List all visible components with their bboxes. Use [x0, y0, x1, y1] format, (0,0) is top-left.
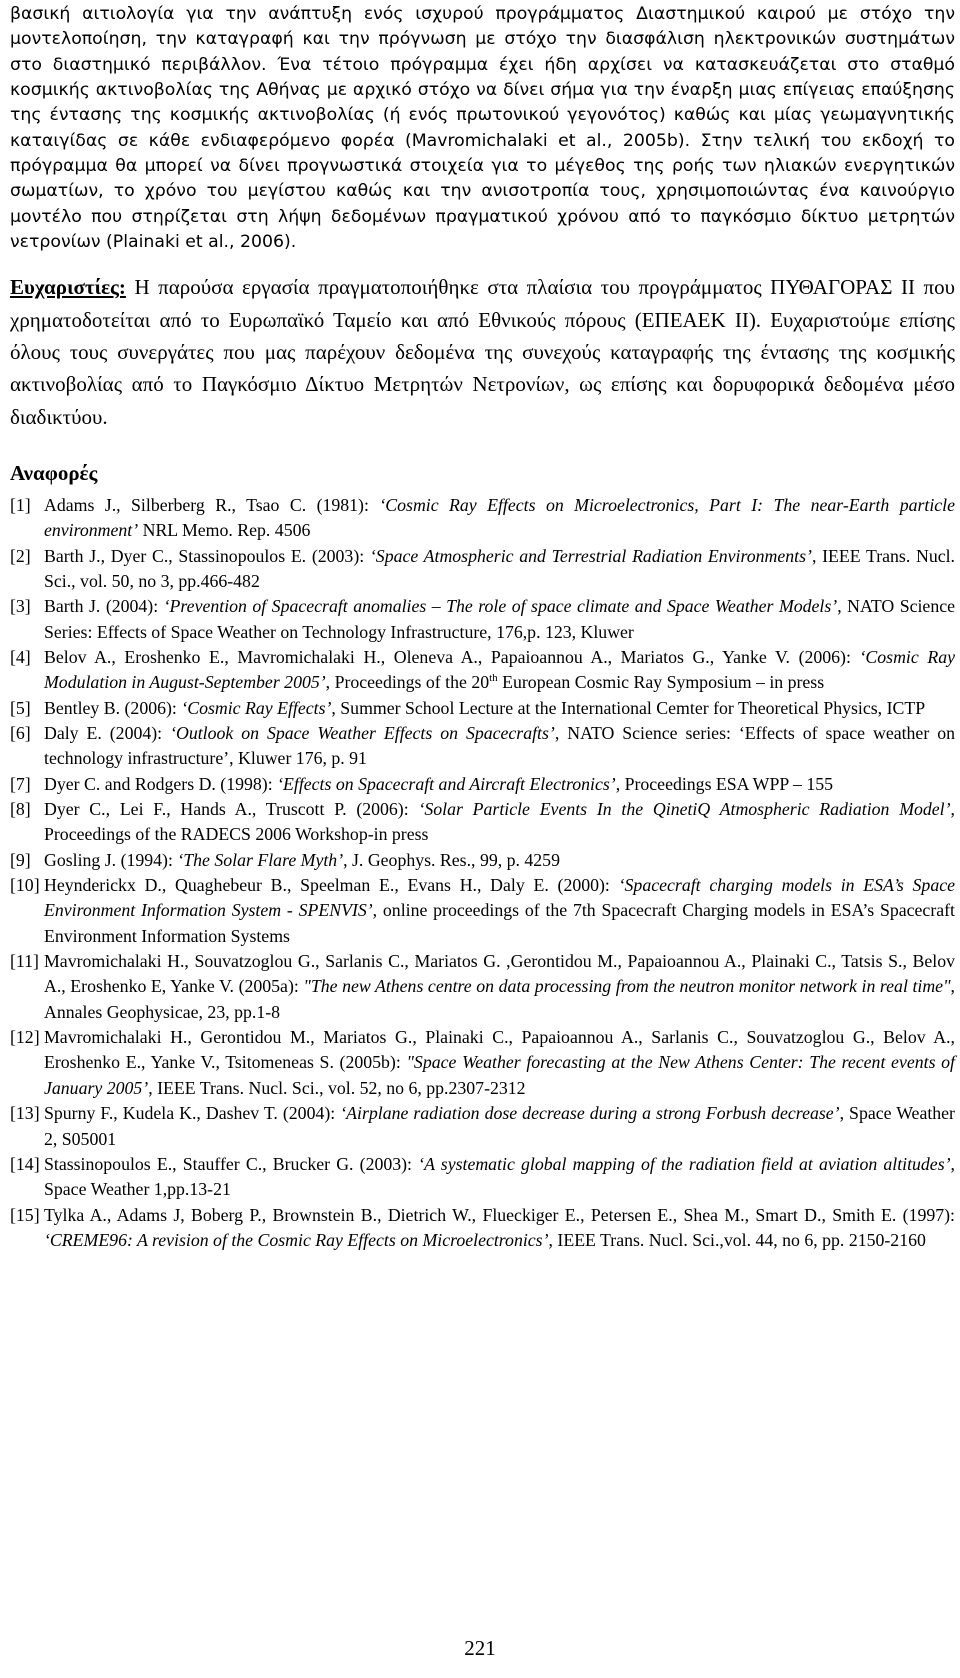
- reference-text: [44, 1101, 955, 1152]
- reference-title: ‘Cosmic Ray Modulation in August-September 2005’: [44, 646, 955, 693]
- reference-number: [14]: [10, 1153, 40, 1174]
- reference-authors: Mavromichalaki H., Souvatzoglou G., Sarlanis C., Mariatos G. ,Gerontidou M., Papaioannou A., Plainaki C., Tatsis S., Belov A., Eroshenko E, Yanke V. (2005a):: [44, 951, 955, 997]
- reference-item: [10, 645, 955, 696]
- reference-authors: Belov A., Eroshenko E., Mavromichalaki H., Oleneva A., Papaioannou A., Mariatos G., Yanke V. (2006):: [44, 646, 860, 667]
- references-list: [10, 493, 955, 1253]
- reference-number: [3]: [10, 596, 31, 617]
- reference-title: ‘Prevention of Spacecraft anomalies – The role of space climate and Space Weather Models’: [163, 596, 838, 617]
- reference-item: [10, 1025, 955, 1101]
- reference-superscript: th: [489, 672, 498, 685]
- document-page: [10, 0, 955, 1253]
- reference-item: [10, 544, 955, 595]
- reference-item: [10, 696, 955, 721]
- reference-number: [2]: [10, 545, 31, 566]
- reference-text: [44, 848, 955, 873]
- reference-title: ‘Spacecraft charging models in ESA’s Space Environment Information System - SPENVIS’: [44, 875, 955, 921]
- acknowledgements-paragraph: [10, 271, 955, 432]
- reference-title: ‘The Solar Flare Myth’: [177, 849, 344, 870]
- reference-title: ‘A systematic global mapping of the radiation field at aviation altitudes’: [418, 1153, 951, 1174]
- reference-text: [44, 1203, 955, 1254]
- reference-text: [44, 594, 955, 645]
- reference-source: , Summer School Lecture at the International Cemter for Theoretical Physics, ICTP: [331, 697, 926, 718]
- reference-authors: Daly E. (2004):: [44, 723, 171, 744]
- intro-paragraph: βασική αιτιολογία για την ανάπτυξη ενός ισχυρού προγράμματος Διαστημικού καιρού με στόχο την μοντελοποίηση, την καταγραφή και την πρόγνωση με στόχο την διασφάλιση ηλεκτρονικών συστημάτων στο διαστημικό περιβάλλον. Ένα τέτοιο πρόγραμμα έχει ήδη αρχίσει να κατασκευάζεται στο σταθμό κοσμικής ακτινοβολίας της Αθήνας με αρχικό στόχο να δίνει σήμα για την έναρξη μιας επίγειας επαύξησης της έντασης της κοσμικής ακτινοβολίας (ή ενός πρωτονικού γεγονότος) καθώς και μίας γεωμαγνητικής καταιγίδας σε κάθε ενδιαφερόμενο φορέα (Mavromichalaki et al., 2005b). Στην τελική του εκδοχή το πρόγραμμα θα μπορεί να δίνει προγνωστικά στοιχεία για το μέγεθος της ροής των ηλιακών ενεργητικών σωματίων, το χρόνο του μεγίστου καθώς και την ανισοτροπία τους, χρησιμοποιώντας ένα καινούργιο μοντέλο που στηρίζεται στη λήψη δεδομένων πραγματικού χρόνου από το παγκόσμιο δίκτυο μετρητών νετρονίων (Plainaki et al., 2006).: [10, 4, 955, 253]
- reference-source: , IEEE Trans. Nucl. Sci.,vol. 44, no 6, pp. 2150-2160: [548, 1229, 926, 1250]
- reference-authors: Spurny F., Kudela K., Dashev T. (2004):: [44, 1103, 341, 1124]
- reference-item: [10, 721, 955, 772]
- references-heading: Αναφορές: [10, 460, 98, 485]
- reference-source: , NATO Science series: ‘Effects of space weather on technology infrastructure’, Kluwer 176, p. 91: [44, 723, 955, 769]
- reference-authors: Barth J., Dyer C., Stassinopoulos E. (2003):: [44, 545, 370, 566]
- reference-text: [44, 873, 955, 949]
- reference-source: , Proceedings of the 20: [325, 672, 490, 693]
- reference-title: ‘Space Atmospheric and Terrestrial Radiation Environments’: [369, 545, 812, 566]
- reference-source: , Annales Geophysicae, 23, pp.1-8: [44, 976, 955, 1022]
- reference-number: [13]: [10, 1103, 40, 1124]
- reference-authors: Bentley B. (2006):: [44, 697, 182, 718]
- reference-source: , Space Weather 2, S05001: [44, 1103, 955, 1149]
- reference-text: [44, 721, 955, 772]
- reference-item: [10, 873, 955, 949]
- reference-number: [12]: [10, 1027, 40, 1048]
- reference-text: [44, 1025, 955, 1101]
- reference-text: [44, 696, 955, 721]
- reference-title: "The new Athens centre on data processing from the neutron monitor network in real time": [303, 976, 951, 997]
- reference-number: [10]: [10, 875, 40, 896]
- reference-title: ‘Outlook on Space Weather Effects on Spacecrafts’: [170, 723, 555, 744]
- reference-number: [6]: [10, 723, 31, 744]
- reference-item: [10, 949, 955, 1025]
- reference-title: "Space Weather forecasting at the New Athens Center: The recent events of January 2005’: [44, 1052, 955, 1098]
- reference-title: ‘Effects on Spacecraft and Aircraft Electronics’: [277, 773, 616, 794]
- reference-authors: Tylka A., Adams J, Boberg P., Brownstein B., Dietrich W., Flueckiger E., Petersen E., Shea M., Smart D., Smith E. (1997):: [44, 1204, 955, 1225]
- reference-item: [10, 797, 955, 848]
- reference-number: [9]: [10, 849, 31, 870]
- reference-number: [1]: [10, 494, 31, 515]
- reference-authors: Dyer C. and Rodgers D. (1998):: [44, 773, 278, 794]
- reference-number: [7]: [10, 773, 31, 794]
- reference-number: [15]: [10, 1204, 40, 1225]
- reference-title: ‘Solar Particle Events In the QinetiQ Atmospheric Radiation Model’: [418, 799, 951, 820]
- acknowledgements-heading: Ευχαριστίες:: [10, 275, 126, 300]
- reference-text: [44, 493, 955, 544]
- reference-text: [44, 797, 955, 848]
- reference-authors: Mavromichalaki H., Gerontidou M., Mariatos G., Plainaki C., Papaioannou A., Sarlanis C., Souvatzoglou G., Belov A., Eroshenko E., Yanke V., Tsitomeneas S. (2005b):: [44, 1027, 955, 1073]
- reference-text: [44, 1152, 955, 1203]
- reference-title: ‘Airplane radiation dose decrease during a strong Forbush decrease’: [340, 1103, 840, 1124]
- page-number: 221: [464, 1636, 496, 1660]
- reference-authors: Adams J., Silberberg R., Tsao C. (1981):: [44, 494, 380, 515]
- reference-title: ‘CREME96: A revision of the Cosmic Ray Effects on Microelectronics’: [44, 1229, 549, 1250]
- reference-source: , Space Weather 1,pp.13-21: [44, 1153, 955, 1200]
- reference-source: NRL Memo. Rep. 4506: [138, 520, 311, 541]
- reference-item: [10, 493, 955, 544]
- reference-source: , IEEE Trans. Nucl. Sci., vol. 50, no 3, pp.466-482: [44, 545, 956, 591]
- reference-number: [4]: [10, 646, 31, 667]
- reference-source: , Proceedings ESA WPP – 155: [615, 773, 834, 794]
- reference-item: [10, 848, 955, 873]
- reference-number: [11]: [10, 951, 39, 972]
- reference-authors: Gosling J. (1994):: [44, 849, 178, 870]
- reference-source: , online proceedings of the 7th Spacecraft Charging models in ESA’s Spacecraft Environment Information Systems: [44, 900, 955, 946]
- reference-item: [10, 1101, 955, 1152]
- reference-title: ‘Cosmic Ray Effects’: [181, 697, 332, 718]
- reference-item: [10, 772, 955, 797]
- reference-item: [10, 1203, 955, 1254]
- reference-text: [44, 772, 955, 797]
- reference-source: , Proceedings of the RADECS 2006 Workshop-in press: [44, 799, 955, 845]
- reference-text: [44, 949, 955, 1025]
- reference-source: , NATO Science Series: Effects of Space Weather on Technology Infrastructure, 176,p. 123, Kluwer: [44, 596, 955, 642]
- reference-source: , J. Geophys. Res., 99, p. 4259: [343, 849, 560, 870]
- reference-source-continued: European Cosmic Ray Symposium – in press: [497, 672, 825, 693]
- reference-authors: Barth J. (2004):: [44, 596, 164, 617]
- acknowledgements-text: Η παρούσα εργασία πραγματοποιήθηκε στα πλαίσια του προγράμματος ΠΥΘΑΓΟΡΑΣ ΙΙ που χρηματοδοτείται από το Ευρωπαϊκό Ταμείο και από Εθνικούς πόρους (ΕΠΕΑΕΚ ΙΙ). Ευχαριστούμε επίσης όλους τους συνεργάτες που μας παρέχουν δεδομένα της συνεχούς καταγραφής της έντασης της κοσμικής ακτινοβολίας από το Παγκόσμιο Δίκτυο Μετρητών Νετρονίων, ως επίσης και δορυφορικά δεδομένα μέσο διαδικτύου.: [10, 275, 955, 429]
- reference-authors: Stassinopoulos E., Stauffer C., Brucker G. (2003):: [44, 1153, 419, 1174]
- reference-text: [44, 645, 955, 696]
- reference-authors: Dyer C., Lei F., Hands A., Truscott P. (2006):: [44, 799, 419, 820]
- reference-text: [44, 544, 955, 595]
- reference-item: [10, 594, 955, 645]
- reference-item: [10, 1152, 955, 1203]
- reference-authors: Heynderickx D., Quaghebeur B., Speelman E., Evans H., Daly E. (2000):: [44, 875, 619, 896]
- reference-source: , IEEE Trans. Nucl. Sci., vol. 52, no 6, pp.2307-2312: [148, 1077, 526, 1098]
- reference-title: ‘Cosmic Ray Effects on Microelectronics, Part I: The near-Earth particle environment’: [44, 494, 955, 541]
- reference-number: [8]: [10, 799, 31, 820]
- reference-number: [5]: [10, 697, 31, 718]
